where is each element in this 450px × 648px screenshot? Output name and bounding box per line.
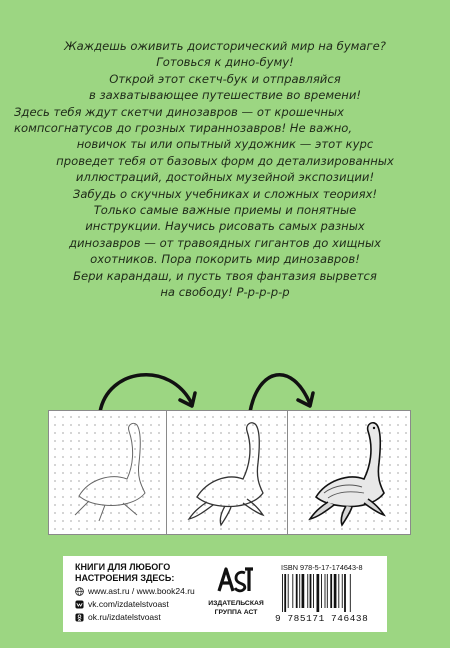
plesiosaur-outline-icon [49,411,173,536]
blurb-line: Открой этот скетч-бук и отправляйся [109,71,341,86]
blurb-line: Готовься к дино-буму! [156,55,294,70]
blurb-line: динозавров — от травоядных гигантов до хищных [69,235,381,250]
barcode-digits: 9 785171 746438 [275,613,369,624]
plesiosaur-detailed-icon [288,411,412,536]
blurb-line: Здесь тебя ждут скетчи динозавров — от крошечных [14,104,345,119]
blurb-line: в захватывающее путешествие во времени! [88,88,362,103]
vk-icon [75,600,84,609]
sketch-step-2 [166,410,290,535]
sketch-step-3 [287,410,411,535]
blurb-line: компсогнатусов до грозных тираннозавров! Не важно, [14,121,353,136]
blurb-line: Бери карандаш, и пусть твоя фантазия вырвется [73,268,377,283]
ok-text: ok.ru/izdatelstvoast [88,612,161,622]
arrow-step-1-to-2 [100,375,192,412]
website-link[interactable] [75,586,195,596]
barcode [280,574,380,612]
publisher-info-box [63,556,387,632]
blurb-line: Забудь о скучных учебниках и сложных теориях! [72,186,378,201]
ok-icon [75,613,84,622]
back-cover-blurb [14,38,436,301]
arrow-step-2-to-3 [250,375,310,412]
blurb-line: иллюстраций, достойных музейной экспозиции! [75,170,375,185]
blurb-line: проведет тебя от базовых форм до детализированных [56,153,394,168]
blurb-line: Только самые важные приемы и понятные [93,203,357,218]
vk-link[interactable] [75,599,169,609]
blurb-line: Жаждешь оживить доисторический мир на бумаге? [64,39,386,53]
plesiosaur-shaped-icon [167,411,291,536]
ast-logo [215,563,255,597]
ok-link[interactable] [75,612,161,622]
blurb-line: на свободу! Р-р-р-р-р [160,285,290,300]
website-text: www.ast.ru / www.book24.ru [88,586,195,596]
blurb-line: новичок ты или опытный художник — этот курс [76,137,374,152]
tagline: КНИГИ ДЛЯ ЛЮБОГО НАСТРОЕНИЯ ЗДЕСЬ: [75,562,175,583]
vk-text: vk.com/izdatelstvoast [88,599,169,609]
globe-icon [75,587,84,596]
blurb-line: охотников. Пора покорить мир динозавров! [90,252,360,267]
publisher-name: ИЗДАТЕЛЬСКАЯ ГРУППА АСТ [208,600,264,616]
isbn: ISBN 978-5-17-174643-8 [281,563,363,572]
blurb-line: инструкции. Научись рисовать самых разных [85,219,365,234]
sketch-step-1 [48,410,172,535]
